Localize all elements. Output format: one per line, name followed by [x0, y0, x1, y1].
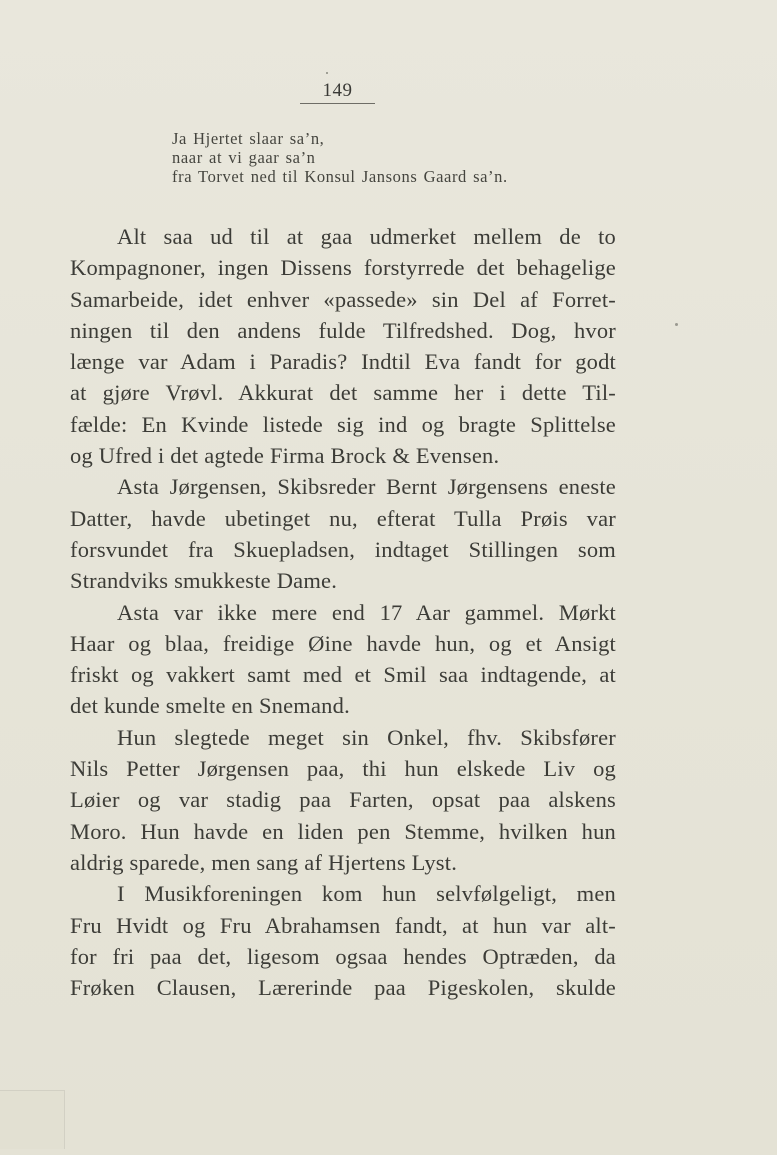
- scan-corner-mark: [0, 1090, 65, 1149]
- text-line: friskt og vakkert samt med et Smil saa indtagende, at: [70, 662, 616, 688]
- text-line: Asta var ikke mere end 17 Aar gammel. Mørkt: [117, 599, 616, 625]
- text-line: I Musikforeningen kom hun selvfølgeligt, men: [117, 881, 616, 907]
- text-line: det kunde smelte en Snemand.: [70, 693, 350, 719]
- text-line: Haar og blaa, freidige Øine havde hun, og et Ansigt: [70, 630, 616, 656]
- page-number: 149: [300, 80, 375, 104]
- text-line: Nils Petter Jørgensen paa, thi hun elskede Liv og: [70, 756, 616, 782]
- verse-block: [172, 129, 508, 186]
- text-line: ningen til den andens fulde Tilfredshed. Dog, hvor: [70, 317, 616, 343]
- text-line: Strandviks smukkeste Dame.: [70, 568, 338, 594]
- text-line: Frøken Clausen, Lærerinde paa Pigeskolen, skulde: [70, 975, 616, 1001]
- text-line: og Ufred i det agtede Firma Brock & Evensen.: [70, 443, 500, 469]
- text-line: Moro. Hun havde en liden pen Stemme, hvilken hun: [70, 818, 616, 844]
- text-line: længe var Adam i Paradis? Indtil Eva fandt for godt: [70, 349, 616, 375]
- text-line: Asta Jørgensen, Skibsreder Bernt Jørgensens eneste: [117, 474, 616, 500]
- text-line: Alt saa ud til at gaa udmerket mellem de to: [117, 224, 616, 249]
- verse-line: Ja Hjertet slaar sa’n,: [172, 129, 325, 148]
- text-line: Hun slegtede meget sin Onkel, fhv. Skibsfører: [117, 724, 616, 750]
- verse-line: fra Torvet ned til Konsul Jansons Gaard sa’n.: [172, 167, 508, 186]
- text-line: at gjøre Vrøvl. Akkurat det samme her i dette Til-: [70, 380, 616, 406]
- text-line: Datter, havde ubetinget nu, efterat Tulla Prøis var: [70, 505, 616, 531]
- text-line: forsvundet fra Skuepladsen, indtaget Stillingen som: [70, 536, 616, 562]
- text-line: Fru Hvidt og Fru Abrahamsen fandt, at hun var alt-: [70, 912, 616, 938]
- text-line: Samarbeide, idet enhver «passede» sin Del af Forret-: [70, 286, 616, 312]
- text-line: aldrig sparede, men sang af Hjertens Lyst.: [70, 849, 458, 875]
- body-text: [70, 221, 616, 1003]
- text-line: fælde: En Kvinde listede sig ind og bragte Splittelse: [70, 411, 616, 437]
- text-line: Løier og var stadig paa Farten, opsat paa alskens: [70, 787, 616, 813]
- ink-speck: [326, 72, 328, 74]
- text-line: for fri paa det, ligesom ogsaa hendes Optræden, da: [70, 943, 616, 969]
- text-line: Kompagnoner, ingen Dissens forstyrrede det behagelige: [70, 255, 616, 281]
- verse-line: naar at vi gaar sa’n: [172, 148, 316, 167]
- ink-speck: [675, 323, 678, 326]
